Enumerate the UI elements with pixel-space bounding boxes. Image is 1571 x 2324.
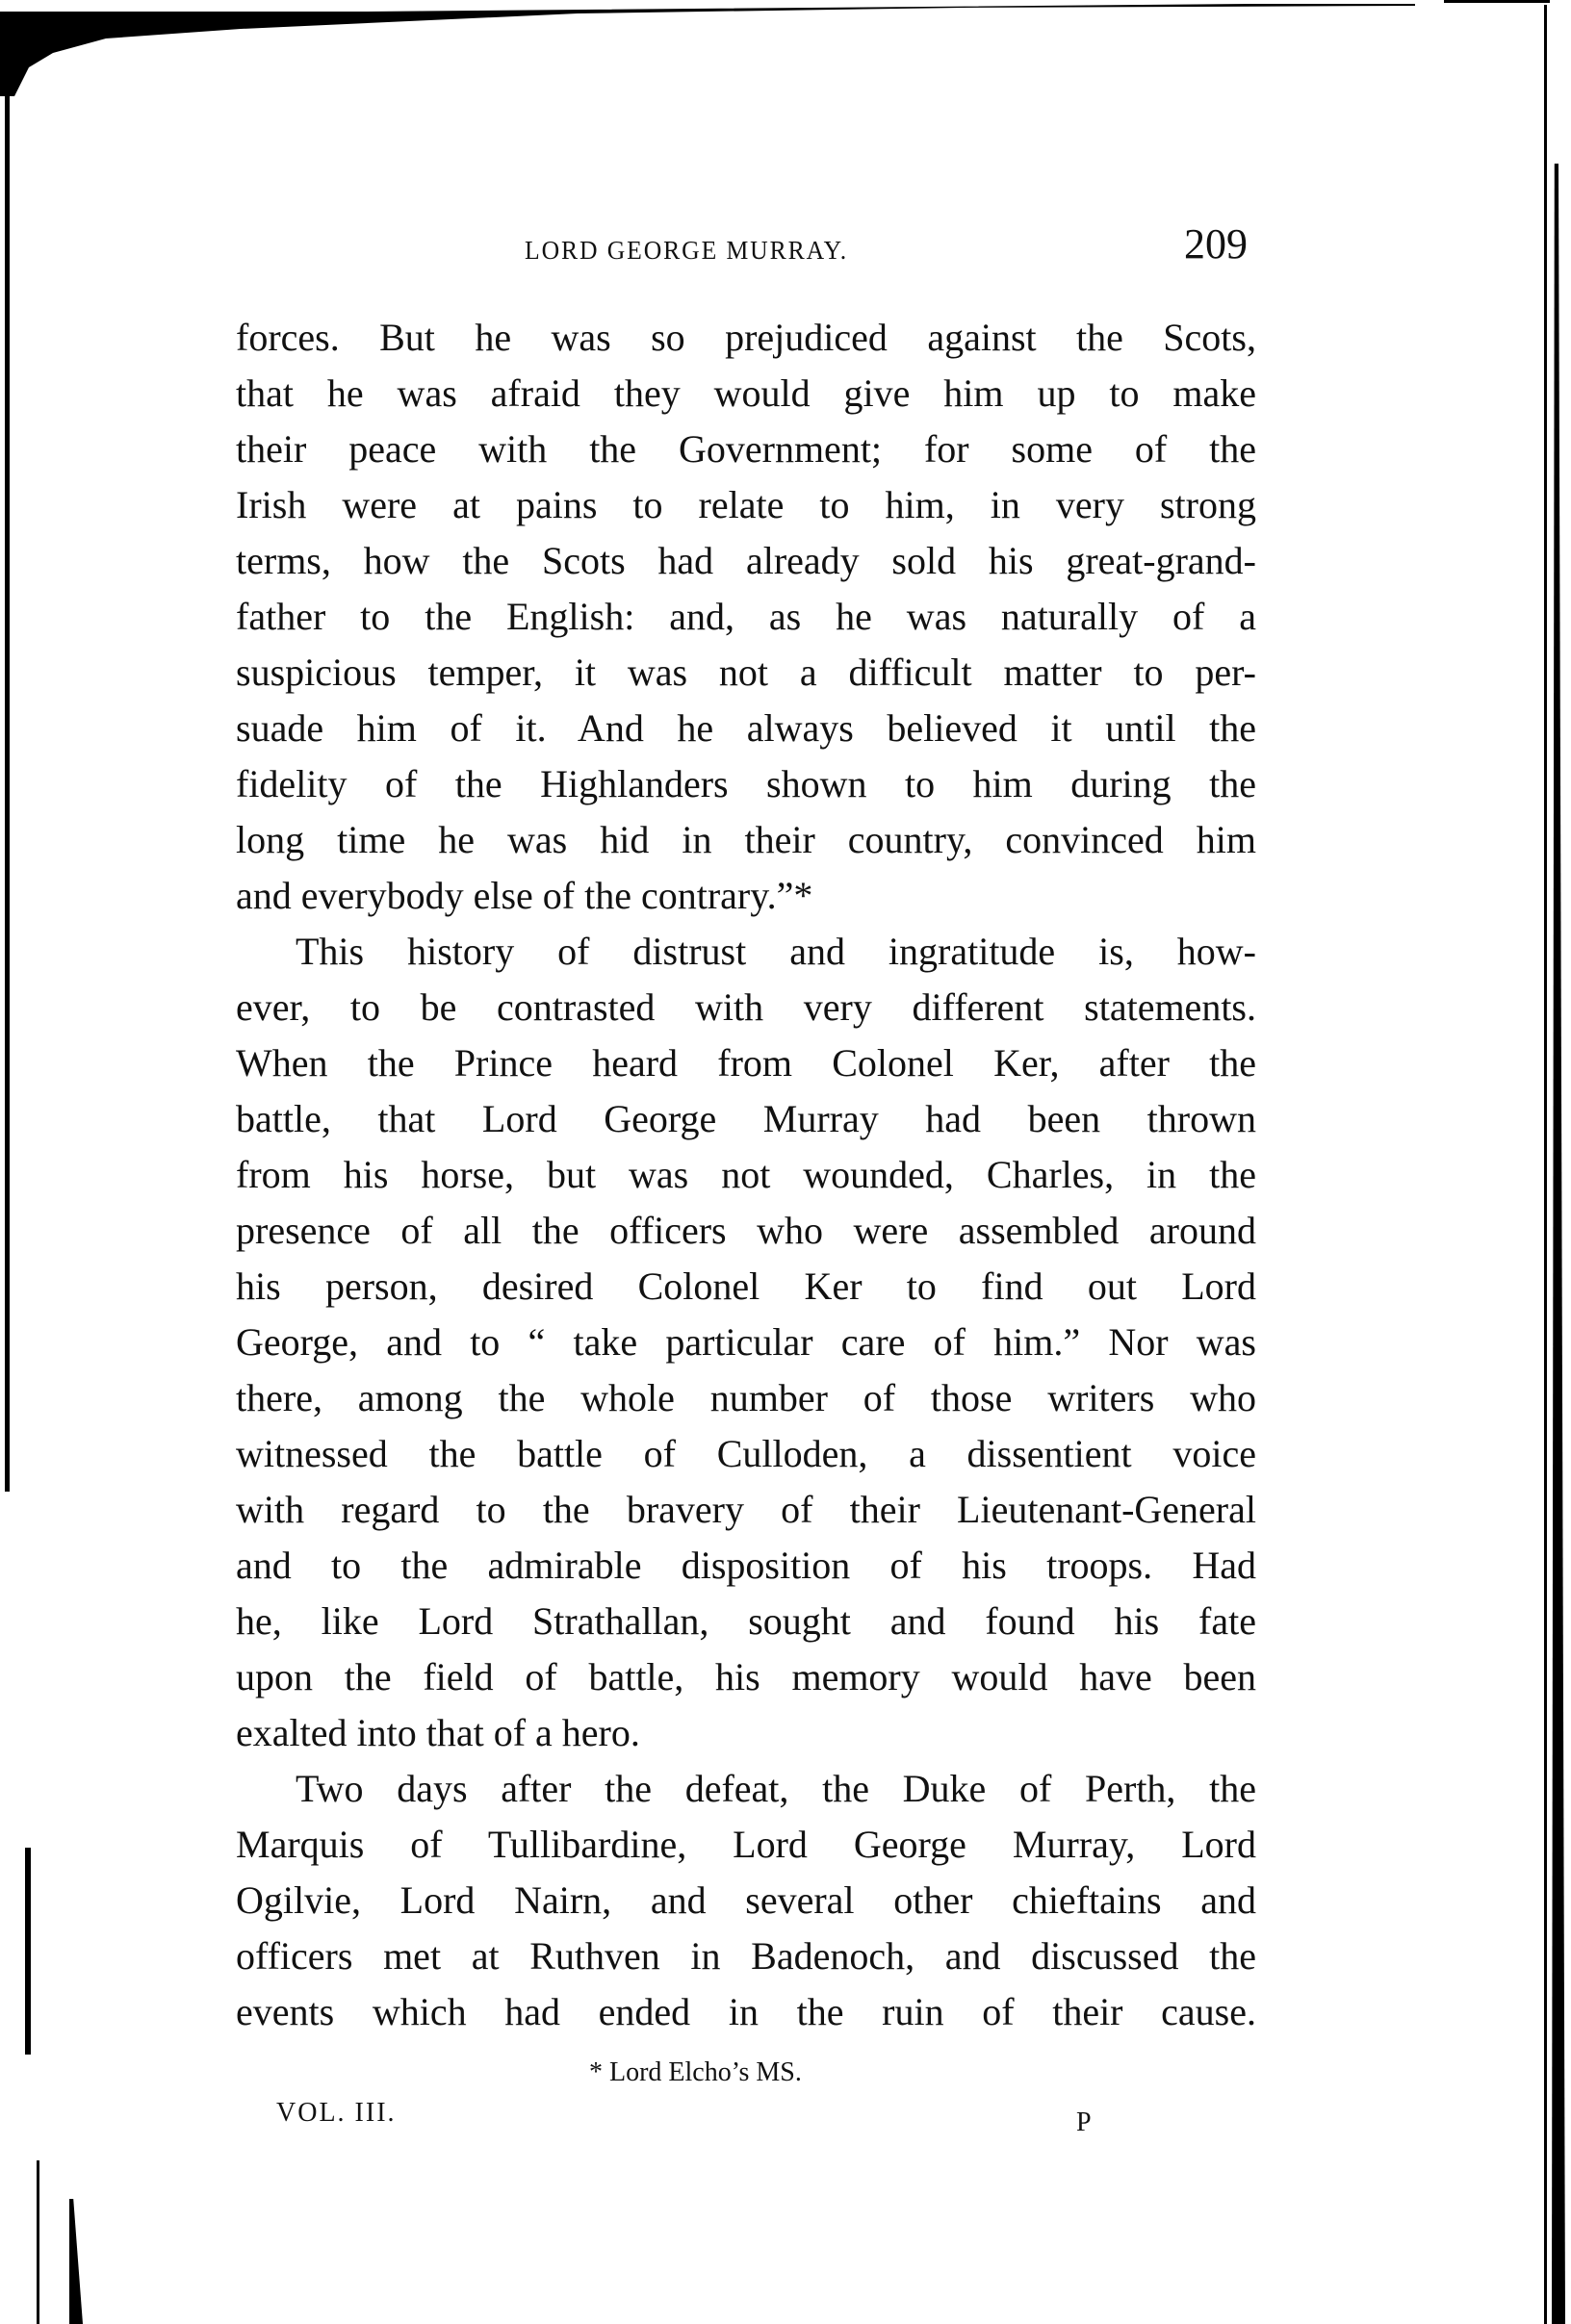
text-line: exalted into that of a hero. <box>236 1711 640 1754</box>
footnote: * Lord Elcho’s MS. <box>589 2057 802 2087</box>
text-line: their peace with the Government; for some of the <box>236 427 1256 471</box>
text-line: father to the English: and, as he was naturally of a <box>236 595 1256 638</box>
text-line: long time he was hid in their country, convinced him <box>236 818 1256 861</box>
text-line: from his horse, but was not wounded, Charles, in the <box>236 1153 1256 1196</box>
text-line: he, like Lord Strathallan, sought and found his fate <box>236 1599 1256 1643</box>
text-line: This history of distrust and ingratitude is, how- <box>296 930 1256 973</box>
text-line: forces. But he was so prejudiced against the Scots, <box>236 316 1256 359</box>
text-line: Marquis of Tullibardine, Lord George Murray, Lord <box>236 1823 1256 1866</box>
text-line: and everybody else of the contrary.”* <box>236 874 813 917</box>
text-line: terms, how the Scots had already sold his great-grand- <box>236 539 1256 582</box>
text-line: presence of all the officers who were assembled around <box>236 1209 1256 1252</box>
text-line: with regard to the bravery of their Lieutenant-General <box>236 1488 1256 1531</box>
text-line: When the Prince heard from Colonel Ker, after the <box>236 1041 1256 1085</box>
text-line: upon the field of battle, his memory would have been <box>236 1655 1256 1698</box>
text-line: events which had ended in the ruin of their cause. <box>236 1990 1256 2033</box>
text-line: his person, desired Colonel Ker to find out Lord <box>236 1264 1256 1308</box>
text-line: and to the admirable disposition of his troops. Had <box>236 1544 1256 1587</box>
gathering-signature-mark: P <box>1076 2107 1092 2137</box>
text-line: suade him of it. And he always believed it until the <box>236 706 1256 750</box>
text-line: fidelity of the Highlanders shown to him during the <box>236 762 1256 805</box>
paragraph-1 <box>236 310 1256 924</box>
text-line: there, among the whole number of those writers who <box>236 1376 1256 1419</box>
paragraph-2 <box>236 924 1256 1761</box>
body-text <box>236 310 1256 2040</box>
volume-signature: VOL. III. <box>276 2098 397 2128</box>
text-line: Irish were at pains to relate to him, in very strong <box>236 483 1256 526</box>
text-line: battle, that Lord George Murray had been thrown <box>236 1097 1256 1140</box>
text-line: witnessed the battle of Culloden, a dissentient voice <box>236 1432 1256 1475</box>
page-number: 209 <box>1184 220 1248 268</box>
text-line: officers met at Ruthven in Badenoch, and discussed the <box>236 1934 1256 1978</box>
text-line: Two days after the defeat, the Duke of Perth, the <box>296 1767 1256 1810</box>
paragraph-3 <box>236 1761 1256 2040</box>
text-line: suspicious temper, it was not a difficult matter to per- <box>236 651 1256 694</box>
text-line: ever, to be contrasted with very different statements. <box>236 985 1256 1029</box>
text-line: Ogilvie, Lord Nairn, and several other chieftains and <box>236 1878 1256 1922</box>
text-line: that he was afraid they would give him up to make <box>236 371 1256 415</box>
text-line: George, and to “ take particular care of him.” Nor was <box>236 1320 1256 1364</box>
running-head: LORD GEORGE MURRAY. <box>525 236 849 265</box>
